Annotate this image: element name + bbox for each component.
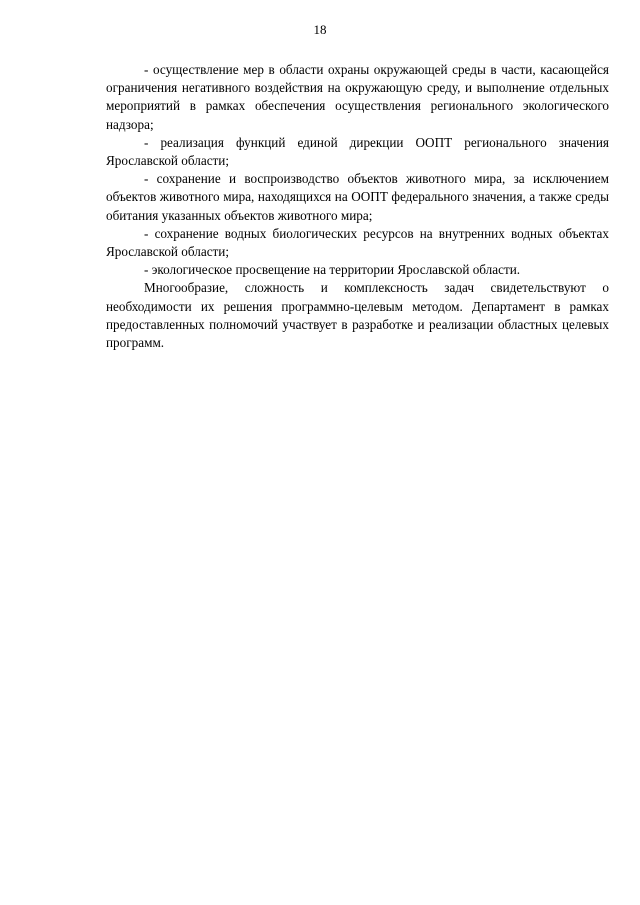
page-number: 18	[313, 22, 327, 37]
paragraph-wildlife-conservation: - сохранение и воспроизводство объектов животного мира, за исключением объектов животного мира, находящихся на ООПТ федерального значения, а также среды обитания указанных объектов животного мира;	[106, 171, 609, 223]
paragraph-program-target-method: Многообразие, сложность и комплексность задач свидетельствуют о необходимости их решения программно-целевым методом. Департамент в рамках предоставленных полномочий участвует в разработке и реализации областных целевых программ.	[106, 280, 609, 351]
document-body	[106, 61, 609, 352]
paragraph-protected-areas-directorate: - реализация функций единой дирекции ООПТ регионального значения Ярославской области;	[106, 134, 609, 169]
paragraph-aquatic-resources: - сохранение водных биологических ресурсов на внутренних водных объектах Ярославской области;	[106, 225, 609, 260]
paragraph-environmental-protection: - осуществление мер в области охраны окружающей среды в части, касающейся ограничения негативного воздействия на окружающую среду, и выполнение отдельных мероприятий в рамках обеспечения осуществления регионального экологического надзора;	[106, 62, 609, 132]
paragraph-ecological-education: - экологическое просвещение на территории Ярославской области.	[144, 262, 521, 278]
